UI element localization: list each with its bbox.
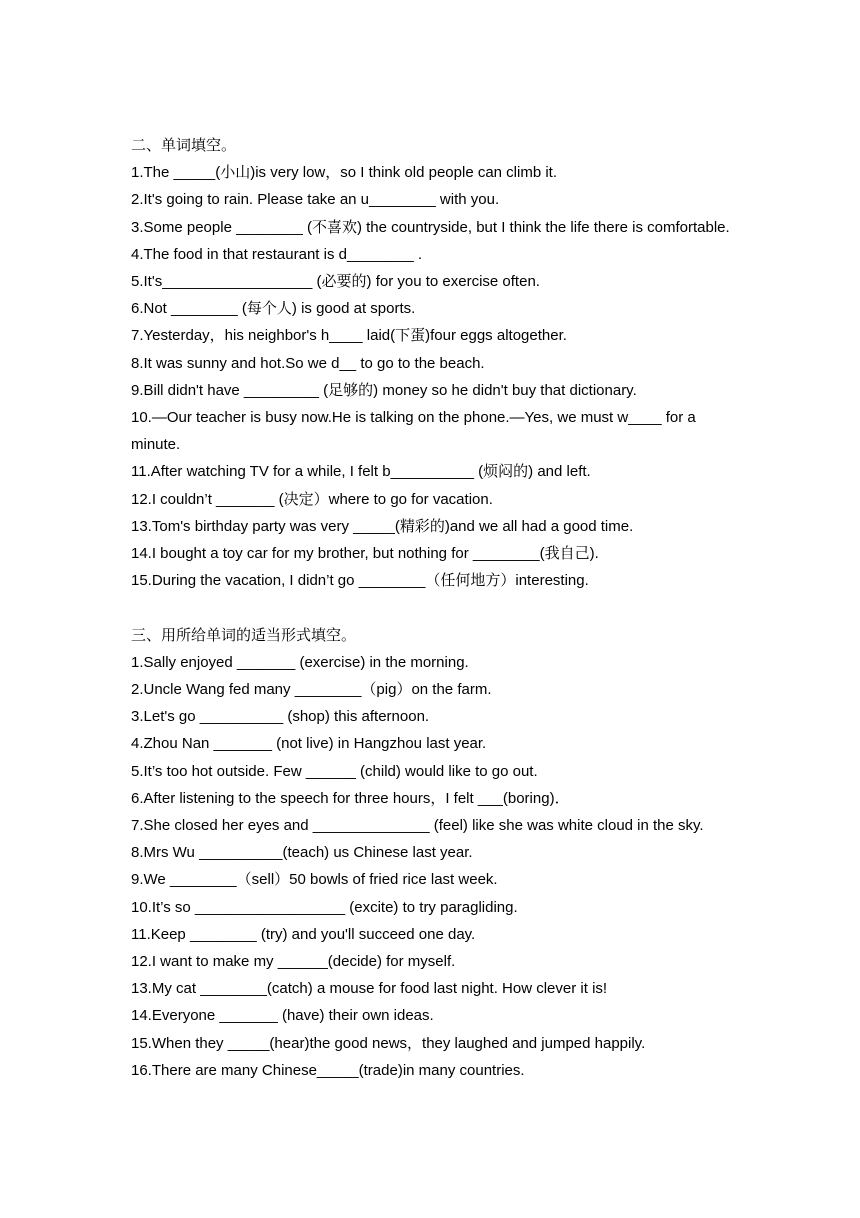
exercise-item: 7.She closed her eyes and ______________ (feel) like she was white cloud in the sky. [131, 817, 704, 835]
exercise-item: 1.Sally enjoyed _______ (exercise) in the morning. [131, 653, 469, 671]
exercise-item: 4.The food in that restaurant is d________ . [131, 245, 423, 263]
exercise-item: 11.After watching TV for a while, I felt b__________ (烦闷的) and left. [131, 463, 591, 481]
exercise-item: 10.—Our teacher is busy now.He is talking on the phone.—Yes, we must w____ for a minute. [131, 409, 696, 454]
section-title: 三、用所给单词的适当形式填空。 [131, 625, 357, 644]
exercise-item: 9.We ________（sell）50 bowls of fried rice last week. [131, 871, 498, 889]
exercise-item: 7.Yesterday，his neighbor's h____ laid(下蛋)four eggs altogether. [131, 327, 567, 345]
exercise-item: 4.Zhou Nan _______ (not live) in Hangzhou last year. [131, 735, 487, 753]
exercise-item: 5.It's__________________ (必要的) for you to exercise often. [131, 273, 540, 290]
exercise-item: 12.I want to make my ______(decide) for myself. [131, 953, 456, 971]
exercise-item: 14.I bought a toy car for my brother, but nothing for ________(我自己). [131, 545, 599, 563]
exercise-item: 8.Mrs Wu __________(teach) us Chinese last year. [131, 844, 473, 862]
exercise-item: 11.Keep ________ (try) and you'll succeed one day. [131, 925, 476, 943]
exercise-item: 15.When they _____(hear)the good news，they laughed and jumped happily. [131, 1034, 646, 1052]
exercise-item: 16.There are many Chinese_____(trade)in many countries. [131, 1061, 525, 1079]
section-word-form [131, 622, 736, 1084]
exercise-item: 6.After listening to the speech for three hours，I felt ___(boring)． [131, 789, 570, 807]
exercise-item: 9.Bill didn't have _________ (足够的) money so he didn't buy that dictionary. [131, 381, 637, 399]
section-spacer [131, 594, 736, 621]
exercise-item: 13.Tom's birthday party was very _____(精彩的)and we all had a good time. [131, 517, 634, 535]
exercise-item: 13.My cat ________(catch) a mouse for food last night. How clever it is! [131, 980, 608, 998]
exercise-item: 3.Let's go __________ (shop) this afternoon. [131, 708, 430, 726]
exercise-item: 14.Everyone _______ (have) their own ideas. [131, 1007, 434, 1025]
section-word-fill [131, 132, 736, 594]
exercise-item: 8.It was sunny and hot.So we d__ to go to the beach. [131, 354, 485, 372]
exercise-item: 1.The _____(小山)is very low，so I think old people can climb it. [131, 164, 558, 182]
exercise-item: 15.During the vacation, I didn’t go ________（任何地方）interesting. [131, 572, 589, 590]
exercise-item: 12.I couldn’t _______ (决定）where to go for vacation. [131, 490, 493, 508]
exercise-item: 10.It’s so __________________ (excite) to try paragliding. [131, 898, 518, 916]
exercise-item: 6.Not ________ (每个人) is good at sports. [131, 300, 416, 318]
exercise-item: 3.Some people ________ (不喜欢) the countryside, but I think the life there is comfortable. [131, 218, 730, 236]
exercise-item: 5.It’s too hot outside. Few ______ (child) would like to go out. [131, 762, 538, 780]
section-title: 二、单词填空。 [131, 136, 237, 154]
exercise-item: 2.It's going to rain. Please take an u________ with you. [131, 191, 500, 209]
exercise-content [131, 132, 736, 1084]
exercise-item: 2.Uncle Wang fed many ________（pig）on the farm. [131, 681, 492, 699]
